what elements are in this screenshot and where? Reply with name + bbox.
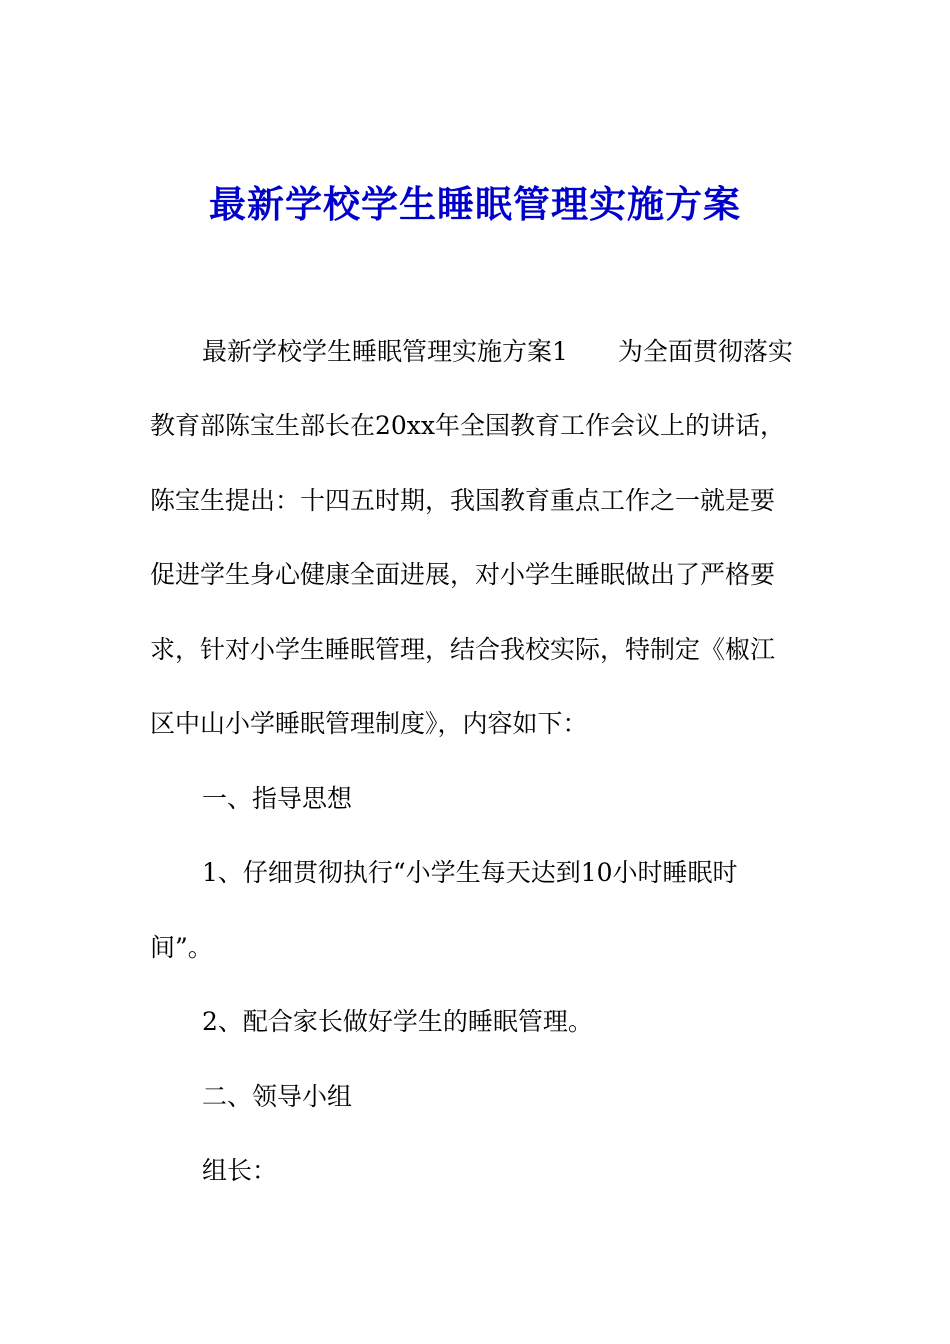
paragraph-line-2: 教育部陈宝生部长在20xx年全国教育工作会议上的讲话， bbox=[150, 411, 786, 440]
paragraph-line-4: 促进学生身心健康全面进展，对小学生睡眠做出了严格要 bbox=[150, 560, 776, 589]
section-heading-guiding-thought: 一、指导思想 bbox=[202, 784, 353, 813]
section-heading-leadership-group: 二、领导小组 bbox=[202, 1082, 353, 1111]
paragraph-line-1: 最新学校学生睡眠管理实施方案1 为全面贯彻落实 bbox=[202, 337, 793, 366]
paragraph-line-5: 求，针对小学生睡眠管理，结合我校实际，特制定《椒江 bbox=[150, 635, 776, 664]
group-leader-label: 组长： bbox=[202, 1156, 278, 1185]
list-item-2: 2、配合家长做好学生的睡眠管理。 bbox=[202, 1007, 593, 1036]
list-item-1-line-2: 间”。 bbox=[150, 933, 213, 962]
document-title: 最新学校学生睡眠管理实施方案 bbox=[209, 182, 741, 226]
paragraph-line-6: 区中山小学睡眠管理制度》，内容如下： bbox=[150, 709, 588, 738]
list-item-1-line-1: 1、仔细贯彻执行“小学生每天达到10小时睡眠时 bbox=[202, 858, 738, 887]
paragraph-line-3: 陈宝生提出：十四五时期，我国教育重点工作之一就是要 bbox=[150, 486, 776, 515]
